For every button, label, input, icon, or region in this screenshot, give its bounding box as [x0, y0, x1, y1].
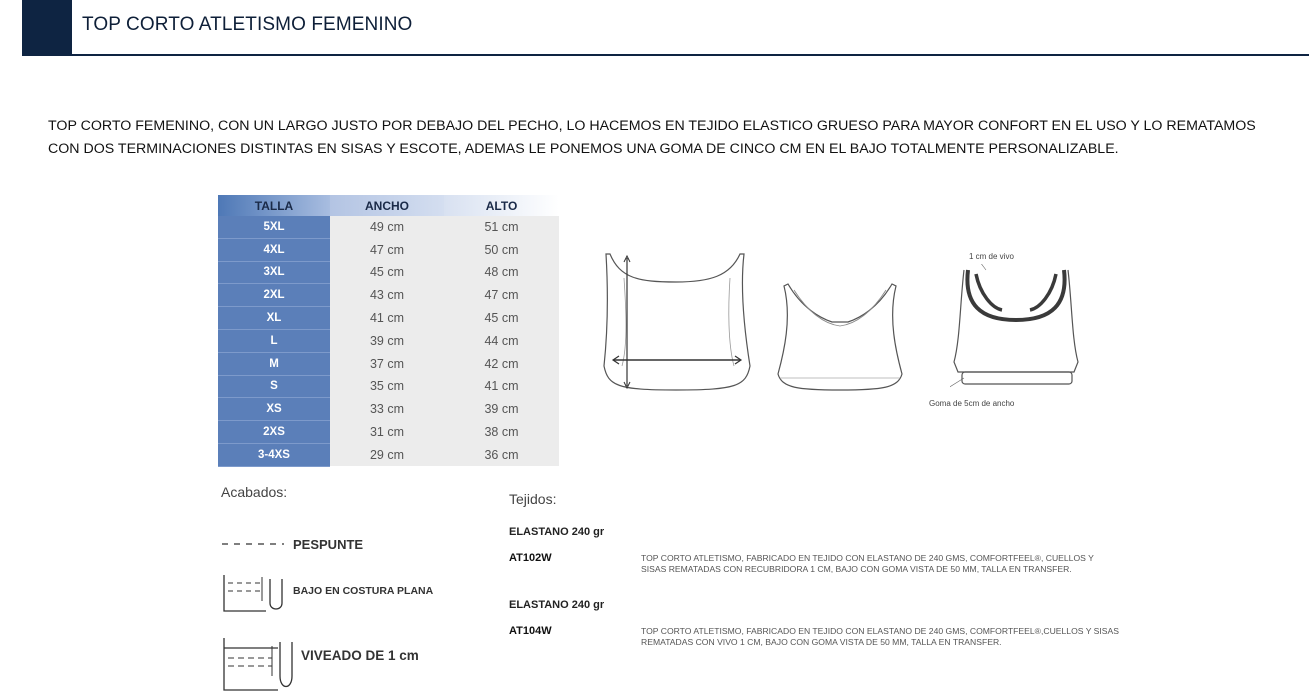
size-ancho-cell: 45 cm [330, 261, 444, 284]
size-ancho-cell: 47 cm [330, 238, 444, 261]
pespunte-icon [222, 538, 284, 550]
size-ancho-cell: 49 cm [330, 216, 444, 238]
description-line-1: TOP CORTO FEMENINO, CON UN LARGO JUSTO POR DEBAJO DEL PECHO, LO HACEMOS EN TEJIDO ELASTICO GRUESO PARA MAYOR CONFORT EN EL USO Y LO REMATAMOS [48, 118, 1256, 134]
size-row [218, 238, 559, 261]
size-row [218, 284, 559, 307]
size-ancho-cell: 41 cm [330, 307, 444, 330]
size-alto-cell: 44 cm [444, 329, 559, 352]
size-talla-cell: 2XS [218, 421, 330, 444]
size-ancho-cell: 39 cm [330, 329, 444, 352]
size-talla-cell: 4XL [218, 238, 330, 261]
size-row [218, 443, 559, 466]
size-ancho-cell: 31 cm [330, 421, 444, 444]
size-ancho-cell: 33 cm [330, 398, 444, 421]
size-row [218, 261, 559, 284]
fabric-1-code: AT102W [509, 552, 552, 564]
fabric-1-description [641, 553, 1161, 574]
header-accent-bar [22, 0, 72, 55]
size-row [218, 307, 559, 330]
fabric-2-desc-line-1: TOP CORTO ATLETISMO, FABRICADO EN TEJIDO CON ELASTANO DE 240 GMS, COMFORTFEEL®,CUELLOS Y SISAS [641, 626, 1119, 636]
trim-label: 1 cm de vivo [969, 252, 1014, 261]
size-alto-cell: 41 cm [444, 375, 559, 398]
header-alto: ALTO [444, 195, 559, 216]
size-row [218, 352, 559, 375]
size-talla-cell: 3XL [218, 261, 330, 284]
size-ancho-cell: 35 cm [330, 375, 444, 398]
acabados-title: Acabados: [221, 484, 288, 500]
acabado-bajo-costura-plana: BAJO EN COSTURA PLANA [293, 585, 434, 597]
size-ancho-cell: 29 cm [330, 443, 444, 466]
size-talla-cell: 3-4XS [218, 443, 330, 466]
fabric-1-desc-line-1: TOP CORTO ATLETISMO, FABRICADO EN TEJIDO CON ELASTANO DE 240 GMS, COMFORTFEEL®, CUELLOS Y [641, 553, 1094, 563]
size-alto-cell: 39 cm [444, 398, 559, 421]
size-ancho-cell: 37 cm [330, 352, 444, 375]
size-talla-cell: L [218, 329, 330, 352]
size-alto-cell: 36 cm [444, 443, 559, 466]
size-table-header-row [218, 195, 559, 216]
front-trim-sketch [950, 264, 1084, 390]
header-ancho: ANCHO [330, 195, 444, 216]
size-alto-cell: 51 cm [444, 216, 559, 238]
size-alto-cell: 48 cm [444, 261, 559, 284]
size-row [218, 398, 559, 421]
product-description [48, 115, 1303, 161]
front-measurement-sketch [598, 248, 758, 396]
size-alto-cell: 38 cm [444, 421, 559, 444]
size-talla-cell: S [218, 375, 330, 398]
description-line-2: CON DOS TERMINACIONES DISTINTAS EN SISAS Y ESCOTE, ADEMAS LE PONEMOS UNA GOMA DE CINCO CM EN EL BAJO TOTALMENTE PERSONALIZABLE. [48, 141, 1119, 157]
size-talla-cell: M [218, 352, 330, 375]
fabric-1-heading: ELASTANO 240 gr [509, 526, 605, 538]
back-view-sketch [772, 278, 908, 394]
size-row [218, 216, 559, 238]
size-alto-cell: 47 cm [444, 284, 559, 307]
size-table [218, 195, 559, 467]
costura-plana-icon [222, 573, 286, 615]
fabric-2-code: AT104W [509, 625, 552, 637]
viveado-icon [220, 636, 296, 692]
tejidos-title: Tejidos: [509, 491, 557, 507]
fabric-2-description [641, 626, 1161, 647]
size-row [218, 375, 559, 398]
size-talla-cell: 2XL [218, 284, 330, 307]
fabric-2-heading: ELASTANO 240 gr [509, 599, 605, 611]
header-talla: TALLA [218, 195, 330, 216]
size-ancho-cell: 43 cm [330, 284, 444, 307]
size-row [218, 329, 559, 352]
size-talla-cell: 5XL [218, 216, 330, 238]
size-row [218, 421, 559, 444]
size-alto-cell: 50 cm [444, 238, 559, 261]
page-title: TOP CORTO ATLETISMO FEMENINO [82, 14, 413, 35]
acabado-pespunte: PESPUNTE [293, 537, 364, 552]
fabric-2-desc-line-2: REMATADAS CON VIVO 1 CM, BAJO CON GOMA VISTA DE 50 MM, TALLA EN TRANSFER. [641, 636, 1002, 647]
page-header [22, 0, 1309, 56]
fabric-1-desc-line-2: SISAS REMATADAS CON RECUBRIDORA 1 CM, BAJO CON GOMA VISTA DE 50 MM, TALLA EN TRANSFER. [641, 563, 1072, 574]
size-alto-cell: 45 cm [444, 307, 559, 330]
size-talla-cell: XL [218, 307, 330, 330]
size-talla-cell: XS [218, 398, 330, 421]
band-label: Goma de 5cm de ancho [929, 399, 1015, 408]
acabado-viveado: VIVEADO DE 1 cm [301, 648, 419, 663]
size-alto-cell: 42 cm [444, 352, 559, 375]
